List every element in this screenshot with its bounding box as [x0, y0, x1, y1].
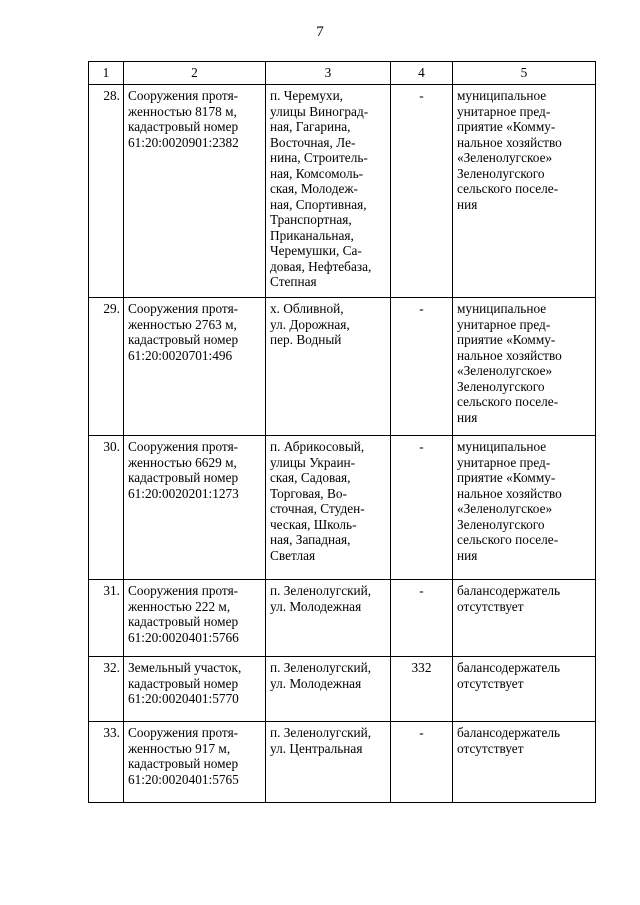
header-col-1: 1	[89, 62, 124, 85]
header-col-3: 3	[266, 62, 391, 85]
row-number: 31.	[89, 580, 124, 657]
object-description: Земельный участок, кадастровый номер 61:20:0020401:5770	[124, 657, 266, 722]
object-description: Сооружения протя- женностью 917 м, кадастровый номер 61:20:0020401:5765	[124, 722, 266, 803]
object-area: -	[391, 722, 453, 803]
balance-holder: муниципальное унитарное пред- приятие «Комму- нальное хозяйство «Зеленолугское» Зеленолугского сельского поселе- ния	[453, 85, 596, 298]
object-description: Сооружения протя- женностью 8178 м, кадастровый номер 61:20:0020901:2382	[124, 85, 266, 298]
row-number: 29.	[89, 298, 124, 436]
table-row	[89, 85, 596, 298]
object-area: -	[391, 580, 453, 657]
property-table	[88, 61, 596, 803]
object-area: 332	[391, 657, 453, 722]
object-description: Сооружения протя- женностью 222 м, кадастровый номер 61:20:0020401:5766	[124, 580, 266, 657]
table-row	[89, 298, 596, 436]
header-col-2: 2	[124, 62, 266, 85]
row-number: 28.	[89, 85, 124, 298]
object-address: х. Обливной, ул. Дорожная, пер. Водный	[266, 298, 391, 436]
table-row	[89, 657, 596, 722]
table-row	[89, 722, 596, 803]
balance-holder: балансодержатель отсутствует	[453, 657, 596, 722]
object-area: -	[391, 436, 453, 580]
object-address: п. Черемухи, улицы Виноград- ная, Гагарина, Восточная, Ле- нина, Строитель- ная, Комсомоль- ская, Молодеж- ная, Спортивная, Транспортная, Приканальная, Черемушки, Са- довая, Нефтебаза, Степная	[266, 85, 391, 298]
header-row	[89, 62, 596, 85]
table-row	[89, 436, 596, 580]
table-row	[89, 580, 596, 657]
object-address: п. Абрикосовый, улицы Украин- ская, Садовая, Торговая, Во- сточная, Студен- ческая, Школь- ная, Западная, Светлая	[266, 436, 391, 580]
balance-holder: балансодержатель отсутствует	[453, 580, 596, 657]
object-description: Сооружения протя- женностью 6629 м, кадастровый номер 61:20:0020201:1273	[124, 436, 266, 580]
header-col-5: 5	[453, 62, 596, 85]
object-area: -	[391, 85, 453, 298]
balance-holder: муниципальное унитарное пред- приятие «Комму- нальное хозяйство «Зеленолугское» Зеленолугского сельского поселе- ния	[453, 298, 596, 436]
object-address: п. Зеленолугский, ул. Молодежная	[266, 657, 391, 722]
header-col-4: 4	[391, 62, 453, 85]
row-number: 33.	[89, 722, 124, 803]
page-number: 7	[316, 24, 324, 40]
object-description: Сооружения протя- женностью 2763 м, кадастровый номер 61:20:0020701:496	[124, 298, 266, 436]
balance-holder: муниципальное унитарное пред- приятие «Комму- нальное хозяйство «Зеленолугское» Зеленолугского сельского поселе- ния	[453, 436, 596, 580]
object-area: -	[391, 298, 453, 436]
row-number: 32.	[89, 657, 124, 722]
object-address: п. Зеленолугский, ул. Центральная	[266, 722, 391, 803]
object-address: п. Зеленолугский, ул. Молодежная	[266, 580, 391, 657]
balance-holder: балансодержатель отсутствует	[453, 722, 596, 803]
row-number: 30.	[89, 436, 124, 580]
